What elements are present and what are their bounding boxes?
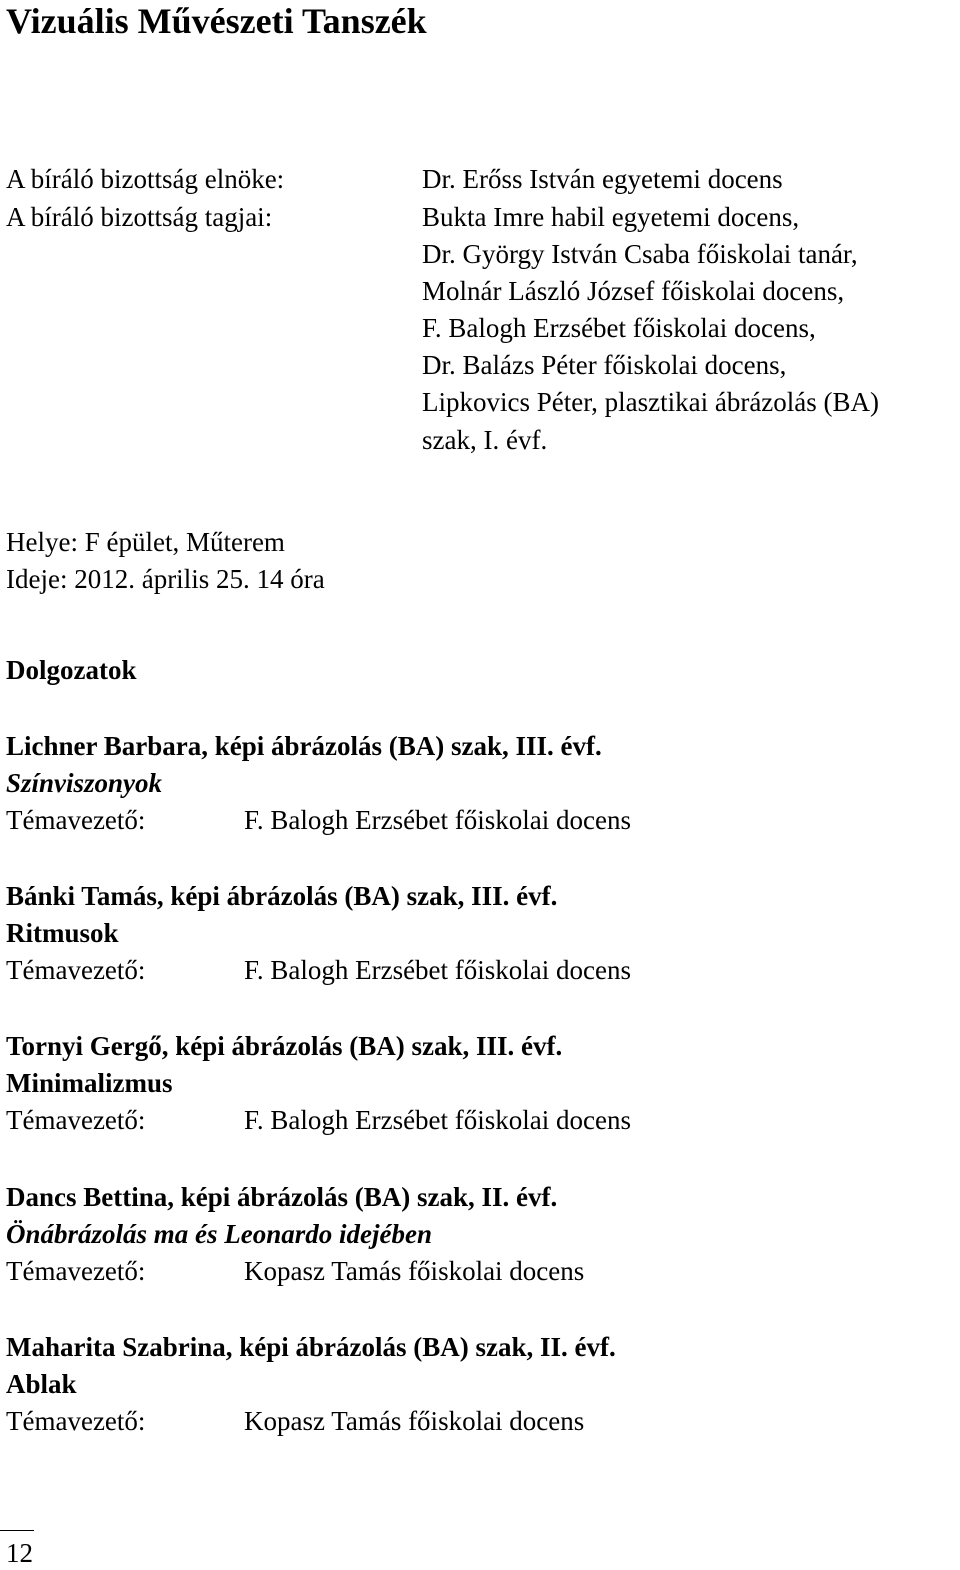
entry-advisor-label: Témavezető: [6, 955, 146, 985]
entry-advisor: F. Balogh Erzsébet főiskolai docens [244, 955, 632, 985]
committee-line: Dr. Balázs Péter főiskolai docens, [422, 350, 787, 380]
section-heading: Dolgozatok [6, 655, 137, 685]
entry-advisor: F. Balogh Erzsébet főiskolai docens [244, 1105, 632, 1135]
committee-line: F. Balogh Erzsébet főiskolai docens, [422, 313, 816, 343]
entry-student: Dancs Bettina, képi ábrázolás (BA) szak, II. évf. [6, 1182, 558, 1212]
page-number: 12 [6, 1538, 33, 1568]
entry-student: Maharita Szabrina, képi ábrázolás (BA) szak, II. évf. [6, 1332, 616, 1362]
entry-advisor-label: Témavezető: [6, 1256, 146, 1286]
entry-advisor-label: Témavezető: [6, 1406, 146, 1436]
committee-line: Dr. György István Csaba főiskolai tanár, [422, 239, 858, 269]
committee-line: Bukta Imre habil egyetemi docens, [422, 202, 800, 232]
entry-student: Bánki Tamás, képi ábrázolás (BA) szak, III. évf. [6, 881, 558, 911]
entry-advisor-label: Témavezető: [6, 805, 146, 835]
footer-divider [0, 1530, 34, 1531]
committee-line: Dr. Erőss István egyetemi docens [422, 164, 783, 194]
entry-advisor: Kopasz Tamás főiskolai docens [244, 1256, 585, 1286]
committee-chair-label: A bíráló bizottság elnöke: [6, 164, 285, 194]
entry-title: Ritmusok [6, 918, 119, 948]
entry-title: Színviszonyok [6, 768, 163, 798]
entry-student: Lichner Barbara, képi ábrázolás (BA) szak, III. évf. [6, 731, 602, 761]
entry-advisor-label: Témavezető: [6, 1105, 146, 1135]
committee-members-label: A bíráló bizottság tagjai: [6, 202, 273, 232]
entry-advisor: F. Balogh Erzsébet főiskolai docens [244, 805, 632, 835]
location-time: Ideje: 2012. április 25. 14 óra [6, 564, 325, 594]
entry-advisor: Kopasz Tamás főiskolai docens [244, 1406, 585, 1436]
entry-title: Ablak [6, 1369, 77, 1399]
committee-line: Lipkovics Péter, plasztikai ábrázolás (BA) [422, 387, 880, 417]
entry-title: Önábrázolás ma és Leonardo idejében [6, 1219, 433, 1249]
entry-title: Minimalizmus [6, 1068, 173, 1098]
entry-student: Tornyi Gergő, képi ábrázolás (BA) szak, III. évf. [6, 1031, 563, 1061]
location-place: Helye: F épület, Műterem [6, 527, 285, 557]
page-title: Vizuális Művészeti Tanszék [6, 1, 427, 41]
committee-line: szak, I. évf. [422, 425, 548, 455]
committee-line: Molnár László József főiskolai docens, [422, 276, 845, 306]
